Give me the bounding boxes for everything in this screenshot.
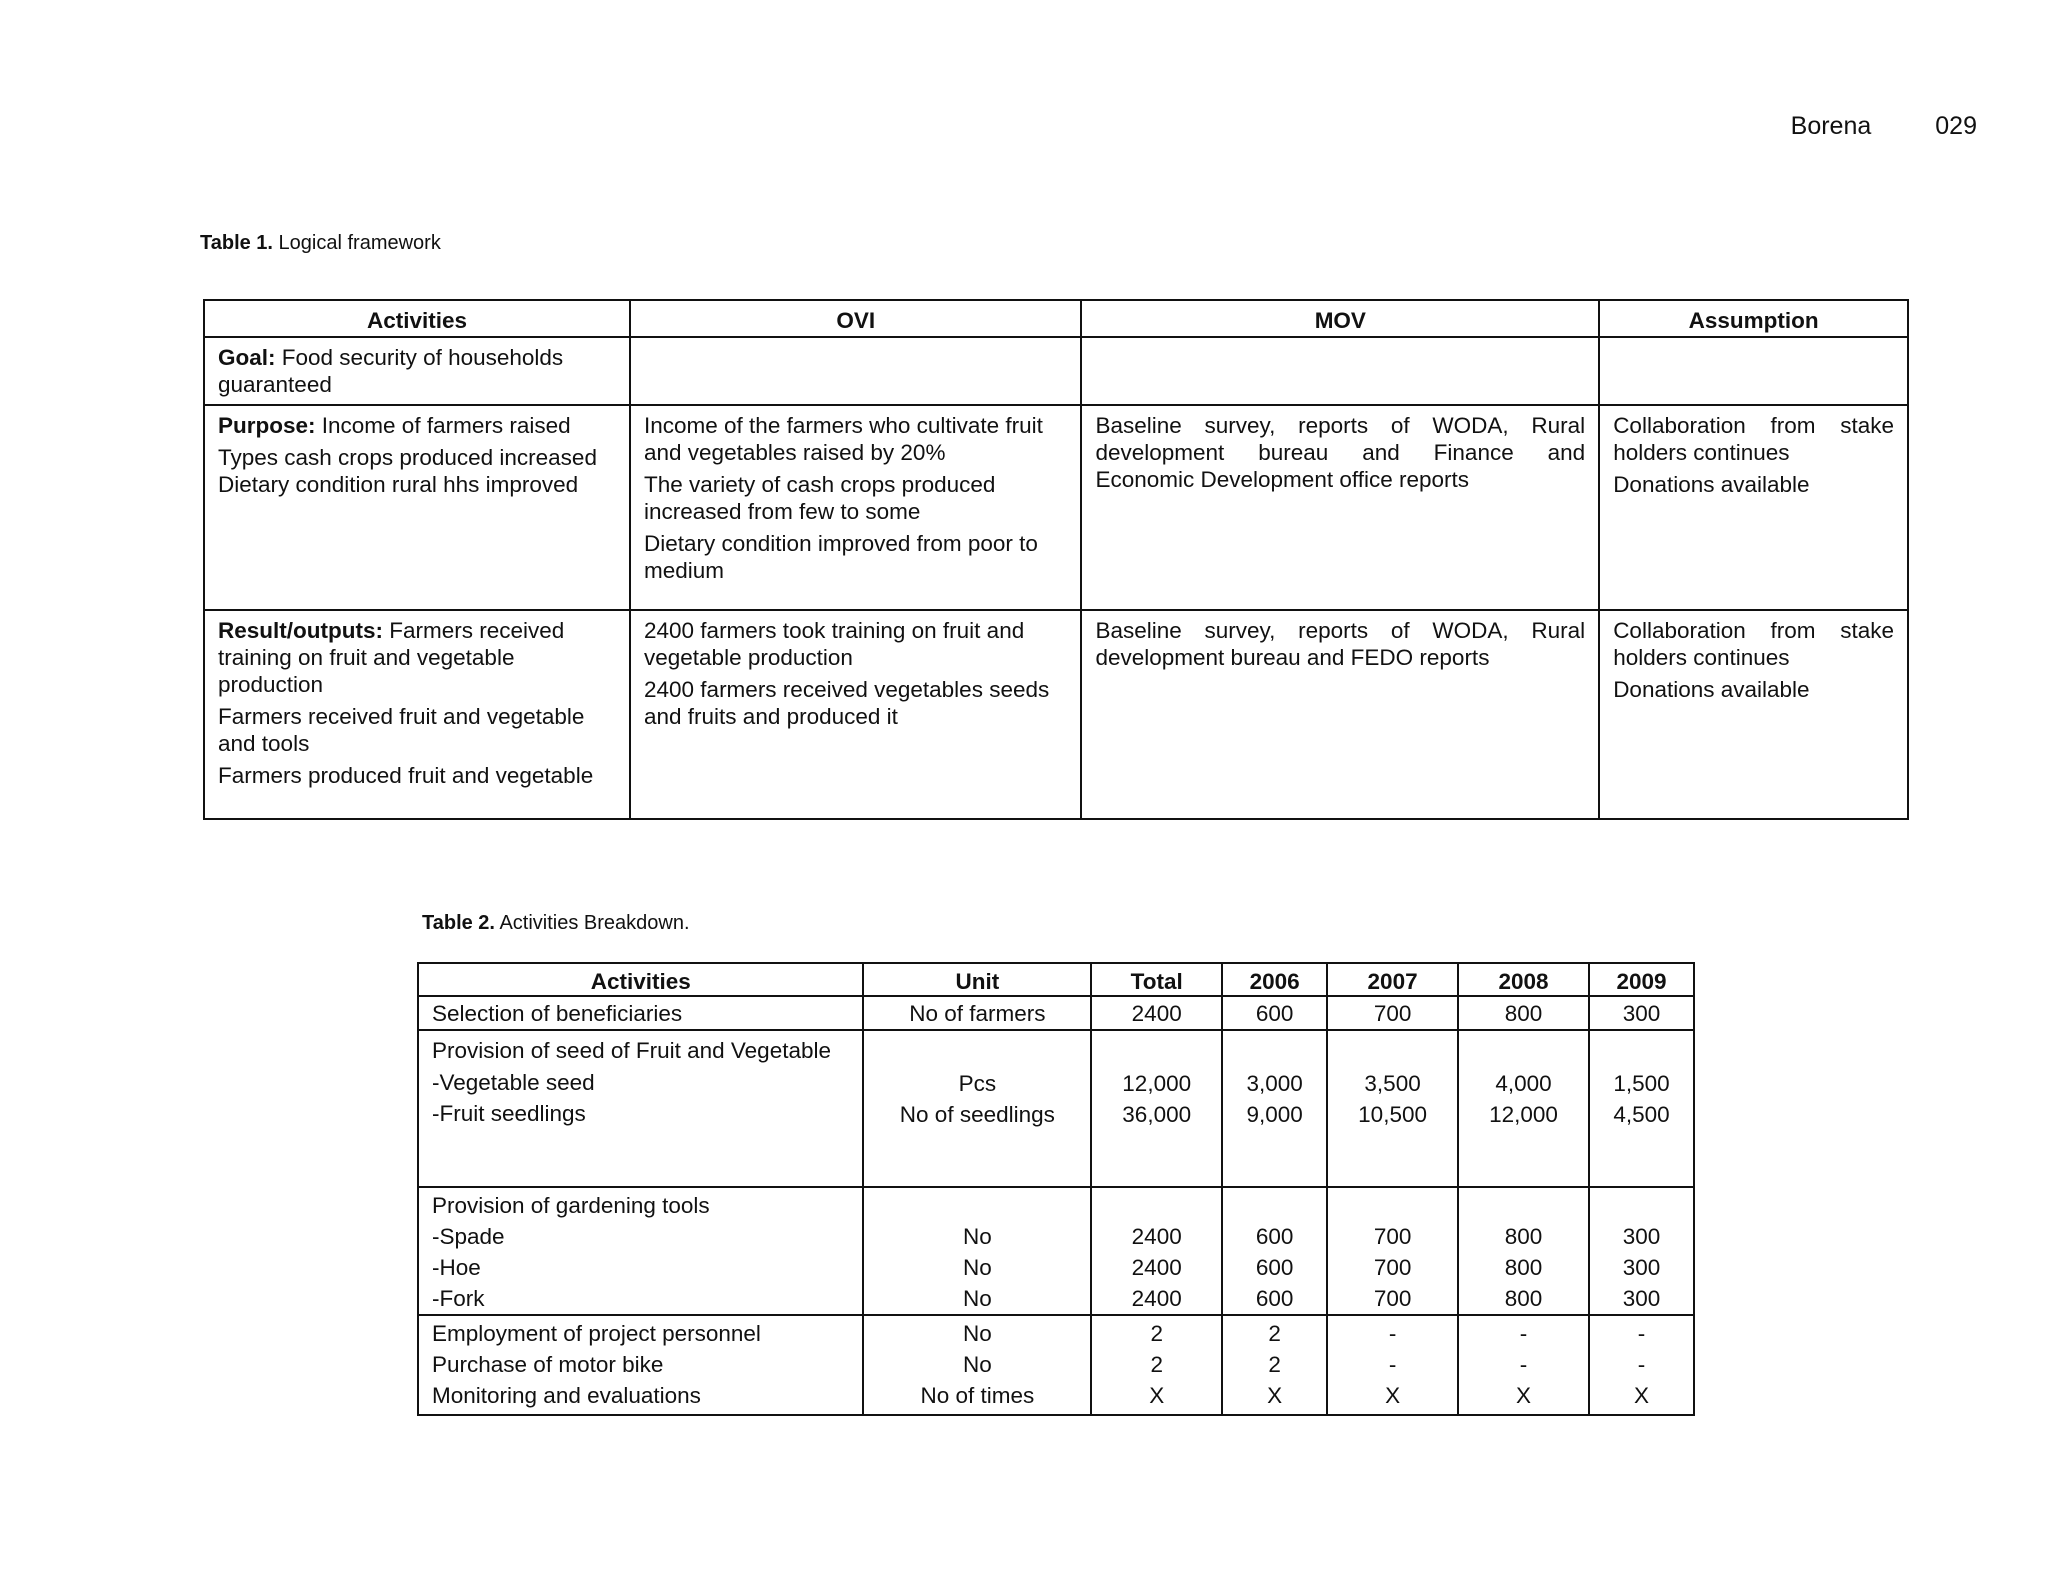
hoe-2007: 700 [1373, 1255, 1412, 1280]
col-header-unit: Unit [863, 963, 1091, 996]
year-2008-cell [1458, 1187, 1589, 1315]
seed-fruit-label: -Fruit seedlings [432, 1101, 586, 1126]
table1-caption-label: Table 1. [200, 232, 273, 254]
tools-hoe-label: -Hoe [432, 1255, 481, 1280]
hoe-2009: 300 [1622, 1255, 1661, 1280]
total-cell: 2400 [1091, 996, 1222, 1030]
year-2006-cell [1222, 1030, 1327, 1187]
author-name: Borena [1790, 112, 1872, 140]
result-ovi-2: 2400 farmers received vegetables seeds and fruits and produced it [644, 677, 1050, 729]
purpose-assumption-line-3: Donations available [1613, 472, 1810, 497]
fork-2006: 600 [1255, 1286, 1294, 1311]
seed-fruit-2009: 4,500 [1613, 1102, 1670, 1127]
purpose-cell [204, 405, 630, 610]
result-ovi-cell [630, 610, 1081, 819]
year-2009-cell [1589, 1315, 1694, 1415]
purpose-text: Income of farmers raised [315, 413, 571, 438]
seed-veg-total: 12,000 [1122, 1071, 1192, 1096]
motorbike-total: 2 [1150, 1352, 1163, 1377]
hoe-unit: No [962, 1255, 992, 1280]
year-2008-cell: 800 [1458, 996, 1589, 1030]
purpose-assumption-line-2: holders continues [1613, 440, 1790, 465]
motorbike-2006: 2 [1268, 1352, 1281, 1377]
tools-title: Provision of gardening tools [432, 1193, 710, 1218]
col-header-total: Total [1091, 963, 1222, 996]
table1-caption-text: Logical framework [273, 232, 441, 254]
monitoring-unit: No of times [920, 1383, 1035, 1408]
col-header-2009: 2009 [1589, 963, 1694, 996]
purpose-text-3: Dietary condition rural hhs improved [218, 472, 579, 497]
purpose-mov-line-3: Economic Development office reports [1095, 467, 1469, 492]
year-2007-cell [1327, 1030, 1458, 1187]
fork-unit: No [962, 1286, 992, 1311]
col-header-assumption: Assumption [1599, 300, 1908, 337]
seed-fruit-2008: 12,000 [1489, 1102, 1558, 1127]
fork-2007: 700 [1373, 1286, 1412, 1311]
result-label: Result/outputs: [218, 618, 383, 643]
purpose-mov-cell [1081, 405, 1599, 610]
result-text: Farmers received training on fruit and vegetable production [218, 618, 565, 697]
seed-fruit-total: 36,000 [1122, 1102, 1192, 1127]
total-cell [1091, 1030, 1222, 1187]
monitoring-2009: X [1633, 1383, 1649, 1408]
tools-spade-label: -Spade [432, 1224, 505, 1249]
year-2008-cell [1458, 1315, 1589, 1415]
purpose-label: Purpose: [218, 413, 316, 438]
table1-caption [200, 232, 441, 255]
motorbike-label: Purchase of motor bike [432, 1352, 664, 1377]
purpose-ovi-cell [630, 405, 1081, 610]
fork-2008: 800 [1504, 1286, 1543, 1311]
spade-2008: 800 [1504, 1224, 1543, 1249]
monitoring-2006: X [1267, 1383, 1283, 1408]
purpose-row [204, 405, 1908, 610]
table2-header-row [418, 963, 1694, 996]
table-row [418, 1187, 1694, 1315]
col-header-activities: Activities [418, 963, 863, 996]
result-assumption-line-3: Donations available [1613, 677, 1810, 702]
motorbike-unit: No [962, 1352, 992, 1377]
purpose-assumption-cell [1599, 405, 1908, 610]
purpose-mov-line-2: development bureau and Finance and [1095, 440, 1586, 465]
purpose-mov-line-1: Baseline survey, reports of WODA, Rural [1095, 413, 1586, 438]
result-mov-cell [1081, 610, 1599, 819]
spade-2009: 300 [1622, 1224, 1661, 1249]
year-2006-cell: 600 [1222, 996, 1327, 1030]
spade-2007: 700 [1373, 1224, 1412, 1249]
year-2006-cell [1222, 1187, 1327, 1315]
unit-cell: No of farmers [863, 996, 1091, 1030]
goal-text: Food security of households guaranteed [218, 345, 564, 397]
col-header-2006: 2006 [1222, 963, 1327, 996]
monitoring-label: Monitoring and evaluations [432, 1383, 701, 1408]
goal-cell [204, 337, 630, 405]
result-cell [204, 610, 630, 819]
monitoring-2008: X [1516, 1383, 1532, 1408]
motorbike-2009: - [1637, 1352, 1646, 1377]
fork-total: 2400 [1131, 1286, 1182, 1311]
goal-assumption-cell [1599, 337, 1908, 405]
seed-veg-label: -Vegetable seed [432, 1070, 595, 1095]
spade-2006: 600 [1255, 1224, 1294, 1249]
col-header-activities: Activities [204, 300, 630, 337]
spade-total: 2400 [1131, 1224, 1182, 1249]
employment-2008: - [1519, 1321, 1528, 1346]
fork-2009: 300 [1622, 1286, 1661, 1311]
hoe-total: 2400 [1131, 1255, 1182, 1280]
table-row [418, 1315, 1694, 1415]
purpose-assumption-line-1: Collaboration from stake [1613, 413, 1894, 438]
year-2007-cell [1327, 1187, 1458, 1315]
seed-veg-2007: 3,500 [1364, 1071, 1421, 1096]
logical-framework-table [203, 299, 1909, 820]
goal-row [204, 337, 1908, 405]
goal-ovi-cell [630, 337, 1081, 405]
year-2009-cell [1589, 1187, 1694, 1315]
seed-veg-unit: Pcs [958, 1071, 997, 1096]
table2-caption-label: Table 2. [422, 912, 495, 934]
purpose-ovi-3: Dietary condition improved from poor to medium [644, 531, 1038, 583]
result-assumption-line-1: Collaboration from stake [1613, 618, 1894, 643]
purpose-ovi-1: Income of the farmers who cultivate fruit and vegetables raised by 20% [644, 413, 1043, 465]
result-mov-line-1: Baseline survey, reports of WODA, Rural [1095, 618, 1586, 643]
table2-caption [422, 912, 690, 935]
result-mov-line-2: development bureau and FEDO reports [1095, 645, 1490, 670]
seed-veg-2006: 3,000 [1246, 1071, 1303, 1096]
seed-fruit-2006: 9,000 [1246, 1102, 1303, 1127]
year-2008-cell [1458, 1030, 1589, 1187]
purpose-ovi-2: The variety of cash crops produced increased from few to some [644, 472, 996, 524]
hoe-2006: 600 [1255, 1255, 1294, 1280]
goal-label: Goal: [218, 345, 276, 370]
employment-total: 2 [1150, 1321, 1163, 1346]
activity-cell: Selection of beneficiaries [418, 996, 863, 1030]
seed-veg-2008: 4,000 [1495, 1071, 1552, 1096]
col-header-mov: MOV [1081, 300, 1599, 337]
spade-unit: No [962, 1224, 992, 1249]
col-header-2008: 2008 [1458, 963, 1589, 996]
employment-unit: No [962, 1321, 992, 1346]
activity-cell [418, 1030, 863, 1187]
year-2007-cell: 700 [1327, 996, 1458, 1030]
unit-cell [863, 1187, 1091, 1315]
year-2009-cell [1589, 1030, 1694, 1187]
running-header [1791, 112, 1977, 141]
tools-fork-label: -Fork [432, 1286, 485, 1311]
year-2009-cell: 300 [1589, 996, 1694, 1030]
total-cell [1091, 1187, 1222, 1315]
seed-fruit-unit: No of seedlings [899, 1102, 1055, 1127]
year-2007-cell [1327, 1315, 1458, 1415]
activities-breakdown-table [417, 962, 1695, 1416]
motorbike-2008: - [1519, 1352, 1528, 1377]
table2-caption-text: Activities Breakdown. [495, 912, 690, 934]
seed-title: Provision of seed of Fruit and Vegetable [432, 1038, 832, 1063]
col-header-2007: 2007 [1327, 963, 1458, 996]
unit-cell [863, 1030, 1091, 1187]
activity-cell [418, 1315, 863, 1415]
col-header-ovi: OVI [630, 300, 1081, 337]
employment-2006: 2 [1268, 1321, 1281, 1346]
unit-cell [863, 1315, 1091, 1415]
motorbike-2007: - [1388, 1352, 1397, 1377]
result-ovi-1: 2400 farmers took training on fruit and vegetable production [644, 618, 1025, 670]
table-row [418, 1030, 1694, 1187]
seed-fruit-2007: 10,500 [1358, 1102, 1427, 1127]
result-row [204, 610, 1908, 819]
total-cell [1091, 1315, 1222, 1415]
result-assumption-line-2: holders continues [1613, 645, 1790, 670]
result-text-2: Farmers received fruit and vegetable and tools [218, 704, 585, 756]
employment-label: Employment of project personnel [432, 1321, 761, 1346]
seed-veg-2009: 1,500 [1613, 1071, 1670, 1096]
year-2006-cell [1222, 1315, 1327, 1415]
activity-cell [418, 1187, 863, 1315]
monitoring-total: X [1149, 1383, 1165, 1408]
hoe-2008: 800 [1504, 1255, 1543, 1280]
table-row [418, 996, 1694, 1030]
goal-mov-cell [1081, 337, 1599, 405]
employment-2007: - [1388, 1321, 1397, 1346]
page-number: 029 [1935, 112, 1977, 140]
monitoring-2007: X [1385, 1383, 1401, 1408]
table1-header-row [204, 300, 1908, 337]
purpose-text-2: Types cash crops produced increased [218, 445, 597, 470]
employment-2009: - [1637, 1321, 1646, 1346]
result-text-3: Farmers produced fruit and vegetable [218, 763, 594, 788]
result-assumption-cell [1599, 610, 1908, 819]
